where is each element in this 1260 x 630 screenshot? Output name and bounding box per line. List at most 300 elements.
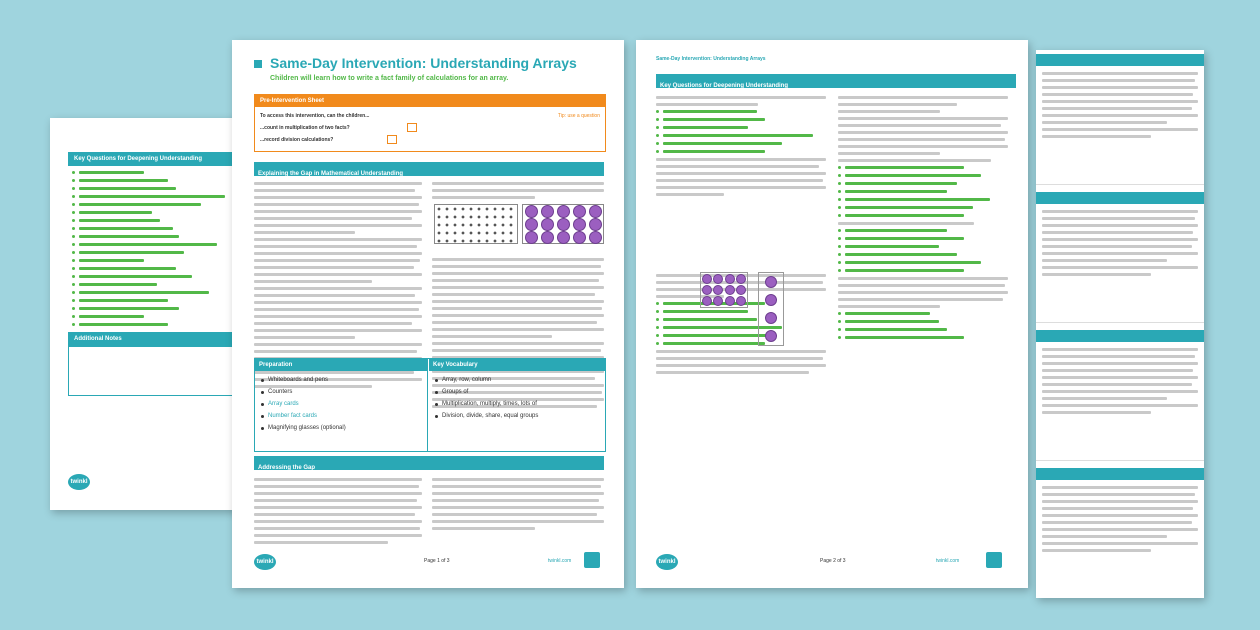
question-item <box>656 134 826 137</box>
counter-dot <box>541 218 554 231</box>
bullet-icon <box>72 291 75 294</box>
text-line <box>254 485 419 488</box>
list-item-text: Division, divide, share, equal groups <box>442 413 539 419</box>
text-line <box>254 513 415 516</box>
text-line <box>838 103 957 106</box>
text-line <box>1042 259 1167 262</box>
list-item <box>261 425 346 431</box>
question-text <box>79 195 225 198</box>
text-line <box>1042 549 1151 552</box>
text-line <box>656 103 758 106</box>
bullet-icon <box>656 118 659 121</box>
bullet-icon <box>656 342 659 345</box>
text-line <box>656 179 823 182</box>
counter-dot <box>589 218 602 231</box>
question-text <box>845 237 964 240</box>
text-line <box>838 277 1008 280</box>
notes-box <box>68 346 234 396</box>
bullet-icon <box>838 312 841 315</box>
text-line <box>254 245 417 248</box>
question-text <box>79 227 173 230</box>
text-line <box>838 159 991 162</box>
text-line <box>656 165 819 168</box>
counter-dot <box>541 231 554 244</box>
counter-dot <box>765 330 777 342</box>
bullet-icon <box>261 427 264 430</box>
text-line <box>1042 500 1198 503</box>
bullet-icon <box>72 227 75 230</box>
bullet-icon <box>656 334 659 337</box>
question-item <box>72 291 234 294</box>
text-line <box>254 182 422 185</box>
far-right-sheet <box>1036 50 1204 598</box>
text-line <box>432 196 535 199</box>
question-item <box>72 315 234 318</box>
text-line <box>254 203 419 206</box>
text-line <box>254 273 422 276</box>
left-question-list <box>72 171 234 326</box>
question-text <box>79 251 184 254</box>
question-item <box>838 198 1008 201</box>
page-number-2: Page 2 of 3 <box>820 558 846 564</box>
text-line <box>656 158 826 161</box>
text-line <box>254 506 422 509</box>
question-text <box>79 307 179 310</box>
question-item <box>72 227 234 230</box>
footer-site[interactable]: twinkl.com <box>548 558 572 564</box>
question-item <box>838 328 1008 331</box>
list-item <box>435 401 538 407</box>
bullet-icon <box>72 195 75 198</box>
prep-divider <box>427 359 428 451</box>
bullet-icon <box>838 182 841 185</box>
list-item <box>261 377 346 383</box>
counter-dot <box>541 205 554 218</box>
question-text <box>845 198 990 201</box>
page-subtitle: Children will learn how to write a fact family of calculations for an array. <box>270 75 509 82</box>
text-line <box>254 329 422 332</box>
question-text <box>79 171 144 174</box>
title-square <box>254 60 262 68</box>
text-line <box>254 280 372 283</box>
text-line <box>254 196 422 199</box>
prep-list <box>261 377 346 437</box>
bullet-icon <box>656 126 659 129</box>
question-text <box>79 235 179 238</box>
question-item <box>656 126 826 129</box>
question-item <box>838 261 1008 264</box>
question-item <box>72 275 234 278</box>
text-line <box>838 145 1008 148</box>
question-text <box>79 259 144 262</box>
question-item <box>656 150 826 153</box>
bullet-icon <box>838 320 841 323</box>
question-text <box>79 187 176 190</box>
counter-dot <box>725 285 735 295</box>
text-line <box>1042 521 1192 524</box>
text-line <box>432 182 604 185</box>
text-line <box>432 286 604 289</box>
bullet-icon <box>72 211 75 214</box>
bullet-icon <box>72 299 75 302</box>
question-item <box>656 110 826 113</box>
counter-dot <box>725 274 735 284</box>
additional-notes-header: Additional Notes <box>68 332 234 346</box>
question-item <box>838 182 1008 185</box>
list-item-text: Magnifying glasses (optional) <box>268 425 346 431</box>
array-image-counters <box>434 204 518 244</box>
note-icon <box>387 135 397 144</box>
text-line <box>254 301 422 304</box>
text-line <box>254 541 388 544</box>
question-text <box>79 299 168 302</box>
text-line <box>1042 114 1198 117</box>
text-line <box>1042 210 1198 213</box>
text-line <box>1042 514 1198 517</box>
bullet-icon <box>838 245 841 248</box>
page-number-1: Page 1 of 3 <box>424 558 450 564</box>
text-line <box>1042 493 1195 496</box>
sheet-block-header <box>1036 54 1204 66</box>
bullet-icon <box>72 259 75 262</box>
counter-dot <box>702 274 712 284</box>
question-item <box>72 203 234 206</box>
bullet-icon <box>838 261 841 264</box>
text-line <box>432 485 601 488</box>
page-title: Same-Day Intervention: Understanding Arrays <box>270 55 577 71</box>
sheet-block-text <box>1036 210 1204 276</box>
text-line <box>254 294 415 297</box>
list-item-text: Groups of <box>442 389 469 395</box>
right-page-header <box>656 74 1016 88</box>
text-line <box>432 321 597 324</box>
bullet-icon <box>72 187 75 190</box>
bullet-icon <box>656 134 659 137</box>
question-text <box>845 336 964 339</box>
question-text <box>845 206 973 209</box>
question-text <box>79 323 168 326</box>
text-line <box>432 189 604 192</box>
text-line <box>1042 231 1193 234</box>
bullet-icon <box>72 219 75 222</box>
question-text <box>663 110 757 113</box>
bullet-icon <box>838 328 841 331</box>
prep-vocab-box <box>254 358 606 452</box>
question-item <box>72 219 234 222</box>
question-item <box>838 206 1008 209</box>
text-line <box>838 291 1008 294</box>
text-line <box>432 478 604 481</box>
counter-dot <box>702 296 712 306</box>
left-sheet <box>50 118 246 510</box>
text-line <box>838 124 1001 127</box>
text-line <box>838 222 974 225</box>
question-text <box>845 320 939 323</box>
address-header <box>254 456 604 470</box>
text-line <box>656 186 826 189</box>
question-item <box>72 211 234 214</box>
bullet-icon <box>72 171 75 174</box>
sheet-block-text <box>1036 486 1204 552</box>
text-line <box>254 315 422 318</box>
question-item <box>72 299 234 302</box>
text-line <box>254 350 417 353</box>
question-item <box>838 214 1008 217</box>
footer-badge-icon <box>584 552 600 568</box>
question-text <box>663 150 765 153</box>
text-line <box>1042 528 1198 531</box>
counter-dot <box>736 296 746 306</box>
question-item <box>838 269 1008 272</box>
text-line <box>656 357 823 360</box>
text-line <box>1042 411 1151 414</box>
question-item <box>72 307 234 310</box>
list-item-text: Number fact cards <box>268 413 318 419</box>
text-line <box>1042 404 1198 407</box>
right-page-top-title: Same-Day Intervention: Understanding Arrays <box>656 56 766 62</box>
text-line <box>432 342 604 345</box>
address-text-left <box>254 478 422 548</box>
text-line <box>432 492 604 495</box>
text-line <box>254 499 417 502</box>
question-item <box>656 142 826 145</box>
bullet-icon <box>435 415 438 418</box>
text-line <box>1042 79 1195 82</box>
counter-dot <box>573 231 586 244</box>
right-footer-site[interactable]: twinkl.com <box>936 558 960 564</box>
address-header-label: Addressing the Gap <box>258 465 316 471</box>
prep-header: Preparation <box>255 359 427 371</box>
question-item <box>656 310 826 313</box>
list-item <box>261 401 346 407</box>
question-text <box>845 261 981 264</box>
question-text <box>845 190 947 193</box>
text-line <box>838 131 1008 134</box>
question-text <box>79 275 192 278</box>
text-line <box>254 478 422 481</box>
question-text <box>845 166 964 169</box>
question-text <box>663 134 813 137</box>
question-item <box>838 245 1008 248</box>
counter-dot <box>765 276 777 288</box>
text-line <box>432 300 604 303</box>
text-line <box>254 266 414 269</box>
question-text <box>79 243 217 246</box>
bullet-icon <box>72 267 75 270</box>
question-text <box>845 253 957 256</box>
pre-line-3: ...record division calculations? <box>260 137 334 143</box>
pre-link[interactable]: Tip: use a question <box>557 113 600 119</box>
text-line <box>1042 273 1151 276</box>
text-line <box>432 513 597 516</box>
vocab-list <box>435 377 538 425</box>
bullet-icon <box>72 235 75 238</box>
text-line <box>1042 390 1198 393</box>
question-text <box>79 219 160 222</box>
bullet-icon <box>261 415 264 418</box>
text-line <box>838 298 1003 301</box>
question-text <box>845 328 947 331</box>
left-sheet-header: Key Questions for Deepening Understanding <box>68 152 234 166</box>
question-item <box>72 243 234 246</box>
question-item <box>656 334 826 337</box>
question-item <box>838 190 1008 193</box>
bullet-icon <box>261 403 264 406</box>
question-text <box>79 291 209 294</box>
question-text <box>79 283 157 286</box>
question-item <box>72 187 234 190</box>
bullet-icon <box>838 198 841 201</box>
question-text <box>663 318 757 321</box>
text-line <box>1042 107 1192 110</box>
text-line <box>254 520 422 523</box>
question-item <box>72 251 234 254</box>
bullet-icon <box>838 237 841 240</box>
text-line <box>432 527 535 530</box>
text-line <box>838 284 1005 287</box>
counter-dot <box>525 231 538 244</box>
question-item <box>72 267 234 270</box>
question-item <box>656 118 826 121</box>
question-item <box>72 283 234 286</box>
counter-dot <box>765 294 777 306</box>
bullet-icon <box>656 150 659 153</box>
question-item <box>72 235 234 238</box>
bullet-icon <box>72 179 75 182</box>
question-item <box>838 253 1008 256</box>
text-line <box>656 350 826 353</box>
question-text <box>845 269 964 272</box>
question-text <box>79 211 152 214</box>
main-twinkl-logo: twinkl <box>254 554 276 570</box>
question-text <box>663 142 782 145</box>
text-line <box>656 96 826 99</box>
text-line <box>838 152 940 155</box>
counter-dot <box>702 285 712 295</box>
bullet-icon <box>435 379 438 382</box>
counter-dot <box>557 205 570 218</box>
question-item <box>838 312 1008 315</box>
bullet-icon <box>261 391 264 394</box>
counter-dot <box>736 274 746 284</box>
question-item <box>72 171 234 174</box>
question-item <box>838 336 1008 339</box>
list-item-text: Array, row, column <box>442 377 492 383</box>
text-line <box>1042 362 1198 365</box>
question-item <box>656 318 826 321</box>
pre-intervention-header: Pre-Intervention Sheet <box>255 95 605 107</box>
text-line <box>432 314 604 317</box>
counter-dot <box>557 218 570 231</box>
text-line <box>432 349 601 352</box>
text-line <box>1042 383 1192 386</box>
right-footer-badge-icon <box>986 552 1002 568</box>
counter-dot <box>736 285 746 295</box>
sheet-block-header <box>1036 330 1204 342</box>
list-item <box>435 377 538 383</box>
question-item <box>72 179 234 182</box>
bullet-icon <box>435 403 438 406</box>
list-item-text: Multiplication, multiply, times, lots of <box>442 401 537 407</box>
text-line <box>432 307 602 310</box>
bullet-icon <box>838 214 841 217</box>
text-line <box>254 231 355 234</box>
bullet-icon <box>838 166 841 169</box>
question-item <box>72 323 234 326</box>
right-twinkl-logo: twinkl <box>656 554 678 570</box>
bullet-icon <box>72 323 75 326</box>
text-line <box>1042 135 1151 138</box>
bullet-icon <box>261 379 264 382</box>
bullet-icon <box>656 142 659 145</box>
text-line <box>656 364 826 367</box>
text-line <box>254 492 422 495</box>
question-item <box>838 237 1008 240</box>
sheet-block <box>1036 330 1204 461</box>
text-line <box>1042 266 1198 269</box>
list-item <box>261 389 346 395</box>
sheet-block <box>1036 468 1204 598</box>
question-text <box>845 229 947 232</box>
question-item <box>72 195 234 198</box>
text-line <box>432 293 595 296</box>
text-line <box>656 371 809 374</box>
text-line <box>254 217 412 220</box>
array-image-purple <box>522 204 604 244</box>
list-item-text: Whiteboards and pens <box>268 377 329 383</box>
question-item <box>838 229 1008 232</box>
bullet-icon <box>838 269 841 272</box>
question-item <box>656 342 826 345</box>
question-text <box>845 214 964 217</box>
question-text <box>845 312 930 315</box>
counter-dot <box>525 205 538 218</box>
text-line <box>432 335 552 338</box>
list-item <box>435 389 538 395</box>
vocab-header: Key Vocabulary <box>429 359 605 371</box>
question-text <box>663 118 765 121</box>
counter-dot <box>573 218 586 231</box>
text-line <box>656 172 826 175</box>
right-text-left <box>656 96 826 378</box>
question-text <box>845 182 957 185</box>
bullet-icon <box>656 110 659 113</box>
text-line <box>838 138 1005 141</box>
bullet-icon <box>838 229 841 232</box>
sheet-block-header <box>1036 192 1204 204</box>
text-line <box>1042 369 1193 372</box>
bullet-icon <box>72 275 75 278</box>
text-line <box>254 336 355 339</box>
sheet-block-header <box>1036 468 1204 480</box>
question-item <box>838 174 1008 177</box>
sheet-block <box>1036 54 1204 185</box>
text-line <box>1042 507 1193 510</box>
text-line <box>1042 128 1198 131</box>
text-line <box>1042 397 1167 400</box>
list-item <box>261 413 346 419</box>
right-page <box>636 40 1028 588</box>
note-icon <box>407 123 417 132</box>
text-line <box>432 499 599 502</box>
bullet-icon <box>72 283 75 286</box>
text-line <box>254 189 415 192</box>
question-text <box>79 203 201 206</box>
question-text <box>845 245 939 248</box>
main-page <box>232 40 624 588</box>
pre-intervention-box <box>254 94 606 152</box>
question-text <box>79 179 168 182</box>
